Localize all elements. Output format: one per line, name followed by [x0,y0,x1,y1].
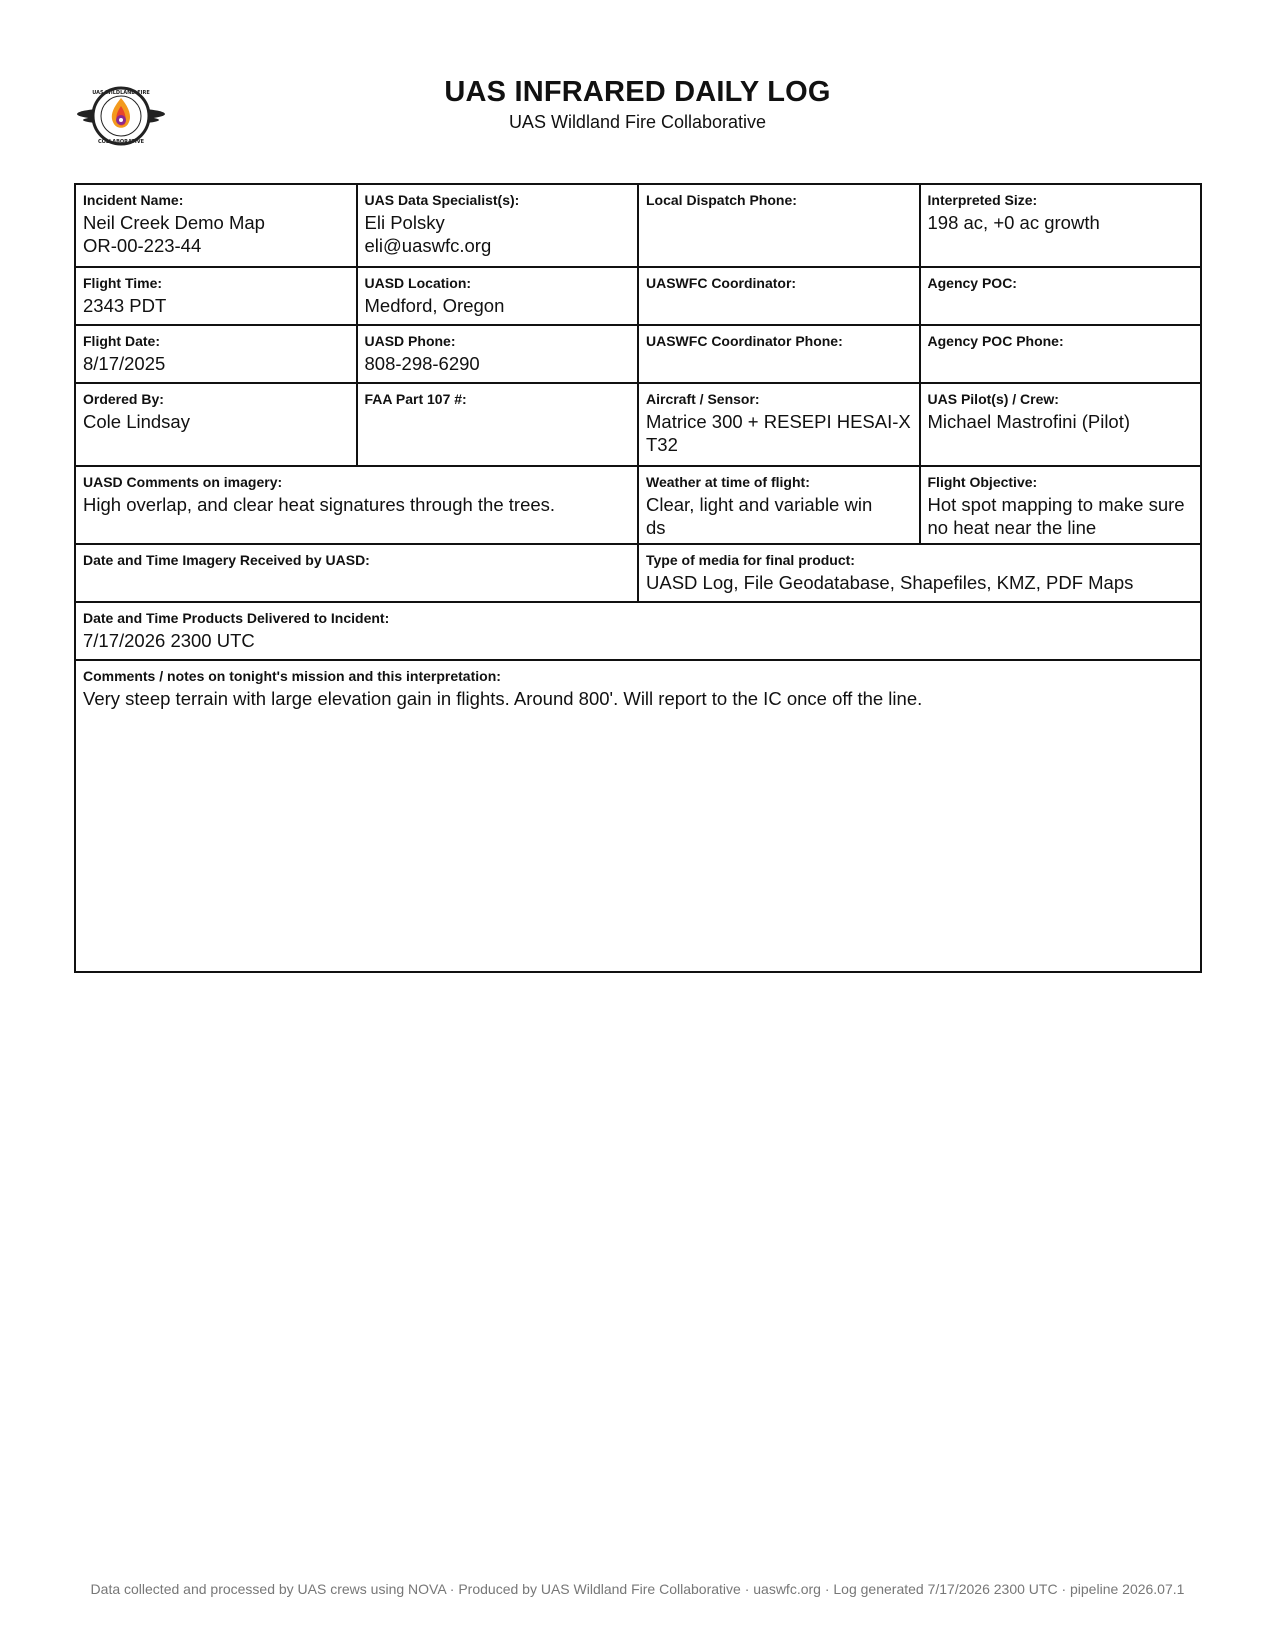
weather-cell [638,466,920,544]
field-label: Local Dispatch Phone: [646,192,797,208]
uaswfc-coordinator-phone-cell [638,325,920,383]
incident-name-value [83,211,349,257]
field-label: Date and Time Products Delivered to Incident: [83,610,390,626]
comments-notes-value: Very steep terrain with large elevation gain in flights. Around 800'. Will report to the IC once off the line. [83,688,923,709]
interpreted-size-cell [920,184,1202,267]
faa-part-107-cell [357,383,639,466]
aircraft-sensor-cell [638,383,920,466]
local-dispatch-phone-cell [638,184,920,267]
field-label: Flight Time: [83,275,163,291]
uasd-location-cell [357,267,639,325]
uasd-location-value: Medford, Oregon [364,295,505,316]
field-label: Date and Time Imagery Received by UASD: [83,552,370,568]
uas-data-specialists-cell [357,184,639,267]
field-label: Comments / notes on tonight's mission and this interpretation: [83,668,501,684]
uasd-comments-value: High overlap, and clear heat signatures through the trees. [83,494,556,515]
uasd-comments-cell [75,466,638,544]
field-label: Type of media for final product: [646,552,855,568]
incident-name-line: Neil Creek Demo Map [83,212,265,233]
imagery-received-cell [75,544,638,602]
field-label: Agency POC Phone: [927,333,1064,349]
field-label: Agency POC: [927,275,1017,291]
incident-number-line: OR-00-223-44 [83,235,202,256]
flight-objective-cell [920,466,1202,544]
field-label: Ordered By: [83,391,164,407]
svg-text:UAS WILDLAND FIRE: UAS WILDLAND FIRE [92,90,150,96]
interpreted-size-value: 198 ac, +0 ac growth [927,212,1100,233]
products-delivered-cell [75,602,1201,660]
uasd-phone-value: 808-298-6290 [364,353,480,374]
products-delivered-value: 7/17/2026 2300 UTC [83,630,255,651]
uas-data-specialists-value [365,211,631,257]
field-label: UASD Comments on imagery: [83,474,283,490]
svg-text:COLLABORATIVE: COLLABORATIVE [97,139,145,145]
flight-date-value: 8/17/2025 [83,353,166,374]
daily-log-table [74,183,1202,973]
field-label: UAS Data Specialist(s): [364,192,520,208]
field-label: FAA Part 107 #: [364,391,467,407]
field-label: UASWFC Coordinator: [646,275,797,291]
field-label: UASD Location: [364,275,472,291]
field-label: Interpreted Size: [927,192,1038,208]
field-label: Aircraft / Sensor: [646,391,760,407]
page-subtitle: UAS Wildland Fire Collaborative [508,112,767,132]
media-type-value: UASD Log, File Geodatabase, Shapefiles, KMZ, PDF Maps [646,572,1134,593]
ordered-by-cell [75,383,357,466]
page-footer: Data collected and processed by UAS crews using NOVA · Produced by UAS Wildland Fire Collaborative · uaswfc.org · Log generated 7/17/2026 2300 UTC · pipeline 2026.07.1 [90,1581,1185,1597]
field-label: UAS Pilot(s) / Crew: [927,391,1059,407]
aircraft-sensor-value: Matrice 300 + RESEPI HESAI-XT32 [646,411,911,455]
specialist-email: eli@uaswfc.org [364,235,492,256]
field-label: UASD Phone: [364,333,456,349]
uasd-phone-cell [357,325,639,383]
media-type-cell [638,544,1201,602]
field-label: Flight Objective: [927,474,1038,490]
weather-value: Clear, light and variable winds [646,494,873,538]
field-label: Flight Date: [83,333,160,349]
flight-time-value: 2343 PDT [83,295,167,316]
agency-poc-cell [920,267,1202,325]
uaswfc-coordinator-cell [638,267,920,325]
uas-pilots-crew-cell [920,383,1202,466]
specialist-name: Eli Polsky [364,212,445,233]
flight-time-cell [75,267,357,325]
field-label: Incident Name: [83,192,184,208]
uas-pilots-crew-value: Michael Mastrofini (Pilot) [927,411,1131,432]
comments-notes-cell [75,660,1201,972]
field-label: UASWFC Coordinator Phone: [646,333,843,349]
agency-poc-phone-cell [920,325,1202,383]
flight-date-cell [75,325,357,383]
page-title: UAS INFRARED DAILY LOG [444,76,831,108]
incident-name-cell [75,184,357,267]
ordered-by-value: Cole Lindsay [83,411,190,432]
field-label: Weather at time of flight: [646,474,810,490]
flight-objective-value: Hot spot mapping to make sure no heat near the line [927,494,1185,538]
